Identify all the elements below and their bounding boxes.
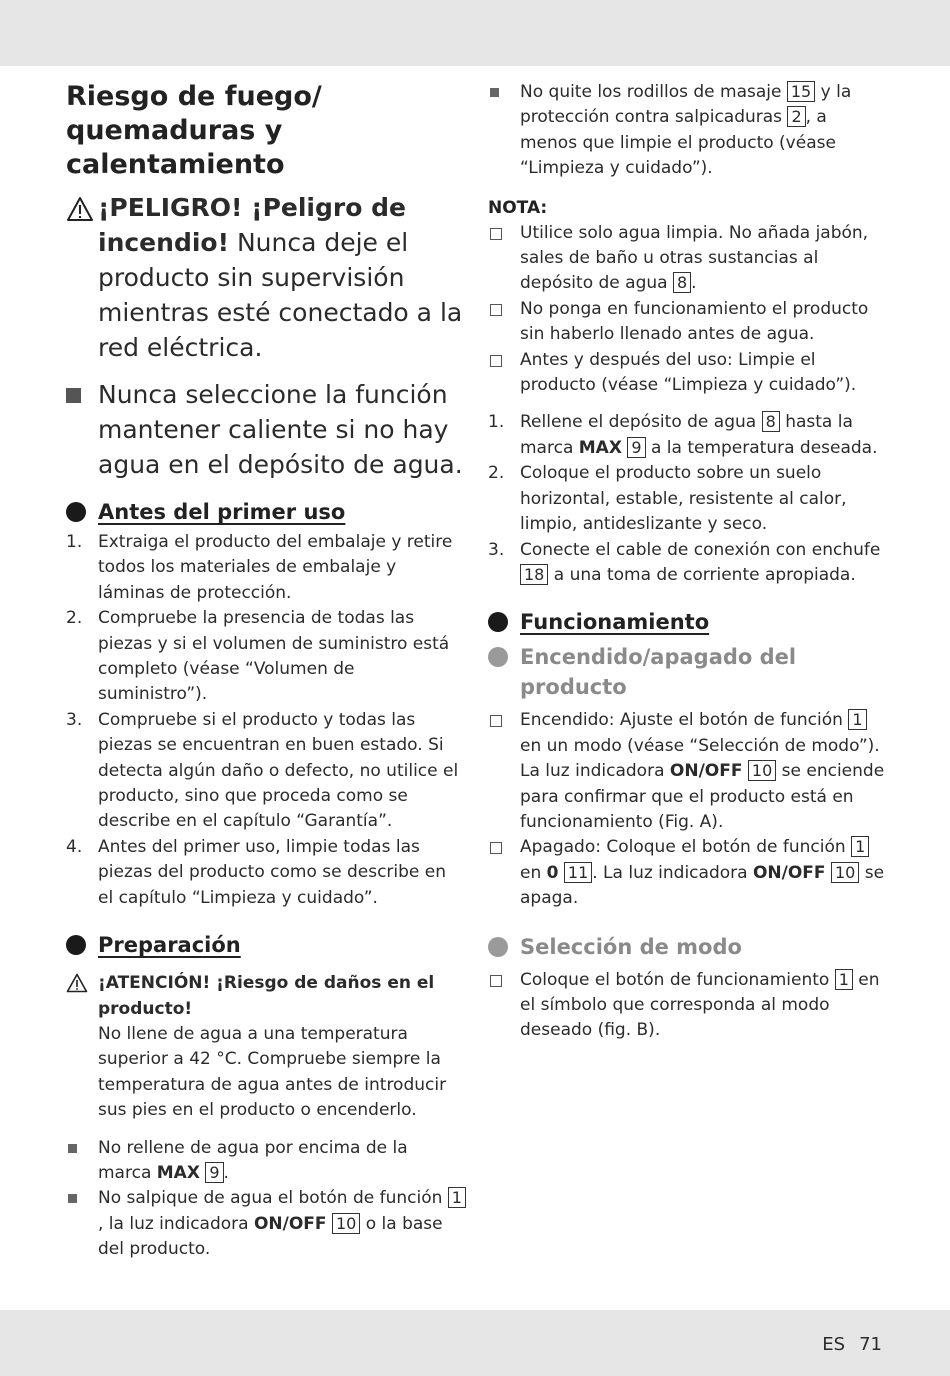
section-dot-icon <box>488 612 508 632</box>
list-item: No quite los rodillos de masaje 15 y la protección contra salpicaduras 2 , a menos que limpie el producto (véase “Limpieza y cuidado”). <box>488 80 888 182</box>
checkbox-bullet-icon <box>490 975 502 987</box>
attention-label: ¡ATENCIÓN! ¡Riesgo de daños en el producto! <box>98 973 435 1019</box>
square-bullet-icon <box>68 1144 77 1153</box>
list-item: Utilice solo agua limpia. No añada jabón, sales de baño u otras sustancias al depósito de agua 8 . <box>488 221 888 297</box>
note-list <box>488 221 888 399</box>
heading-line: quemaduras y <box>66 115 283 146</box>
list-item: 4. Antes del primer uso, limpie todas las piezas del producto como se describe en el capítulo “Limpieza y cuidado”. <box>66 836 447 908</box>
section-dot-icon <box>66 502 86 522</box>
list-item: Antes y después del uso: Limpie el producto (véase “Limpieza y cuidado”). <box>488 348 888 399</box>
warning-triangle-icon <box>66 190 98 365</box>
note-label: NOTA: <box>488 197 548 218</box>
attention-text: No llene de agua a una temperatura superior a 42 °C. Compruebe siempre la temperatura de agua antes de introducir sus pies en el producto o encenderlo. <box>98 1023 447 1121</box>
language-code: ES <box>822 1334 846 1355</box>
part-ref: 1 <box>835 969 853 990</box>
section-operation <box>488 610 888 634</box>
mode-list <box>488 968 888 1044</box>
warning-bullet <box>66 377 466 482</box>
attention-warning <box>66 971 466 1123</box>
part-ref: 9 <box>205 1162 223 1183</box>
before-first-use-list <box>66 530 466 911</box>
section-dot-icon <box>66 935 86 955</box>
page-number: 71 <box>859 1334 882 1355</box>
part-ref: 10 <box>748 760 776 781</box>
part-ref: 11 <box>564 862 592 883</box>
list-item: Apagado: Coloque el botón de función 1 en 0 11 . La luz indicadora ON/OFF 10 se apaga. <box>488 835 888 911</box>
section-title: Antes del primer uso <box>98 500 346 524</box>
part-ref: 10 <box>831 862 859 883</box>
subsection-dot-icon <box>488 937 508 957</box>
list-item: 2. Compruebe la presencia de todas las piezas y si el volumen de suministro está completo (véase “Volumen de suministro”). <box>66 608 450 705</box>
list-item: 3. Compruebe si el producto y todas las piezas se encuentran en buen estado. Si detecta algún daño o defecto, no utilice el producto, sino que proceda como se describe en el capítulo “Garantía”. <box>66 709 459 832</box>
part-ref: 1 <box>448 1187 466 1208</box>
warning-triangle-icon <box>66 971 98 1123</box>
list-item: No rellene de agua por encima de la marca MAX 9 . <box>66 1136 466 1187</box>
header-band <box>0 0 950 66</box>
steps-list <box>488 410 888 588</box>
subsection-onoff <box>488 642 888 702</box>
list-item: Encendido: Ajuste el botón de función 1 en un modo (véase “Selección de modo”). La luz indicadora ON/OFF 10 se enciende para confirmar que el producto está en funcionamiento (Fig. A). <box>488 708 888 835</box>
checkbox-bullet-icon <box>490 355 502 367</box>
subsection-title: Selección de modo <box>520 934 742 959</box>
part-ref: 15 <box>787 81 815 102</box>
left-column <box>66 80 466 1263</box>
checkbox-bullet-icon <box>490 715 502 727</box>
section-title: Funcionamiento <box>520 610 710 635</box>
subsection-mode <box>488 932 888 962</box>
part-ref: 1 <box>848 709 866 730</box>
warning-bullet-text: Nunca seleccione la función mantener caliente si no hay agua en el depósito de agua. <box>98 380 463 479</box>
subsection-title: Encendido/apagado del producto <box>520 645 797 700</box>
part-ref: 8 <box>673 272 691 293</box>
footer-band <box>0 1310 950 1376</box>
list-item: No salpique de agua el botón de función 1, la luz indicadora ON/OFF 10 o la base del producto. <box>66 1186 466 1262</box>
page-footer <box>822 1334 882 1355</box>
list-item: No ponga en funcionamiento el producto sin haberlo llenado antes de agua. <box>488 297 888 348</box>
heading-line: Riesgo de fuego/ <box>66 81 322 112</box>
section-title: Preparación <box>98 933 241 958</box>
list-item: Coloque el botón de funcionamiento 1 en el símbolo que corresponda al modo deseado (fig. B). <box>488 968 888 1044</box>
right-column <box>488 80 888 1044</box>
part-ref: 8 <box>762 411 780 432</box>
list-item: 1. Extraiga el producto del embalaje y retire todos los materiales de embalaje y láminas de protección. <box>66 532 453 603</box>
square-bullet-icon <box>490 88 499 97</box>
onoff-list <box>488 708 888 911</box>
list-item: 2. Coloque el producto sobre un suelo horizontal, estable, resistente al calor, limpio, antideslizante y seco. <box>488 463 847 535</box>
part-ref: 2 <box>787 106 805 127</box>
checkbox-bullet-icon <box>490 842 502 854</box>
section-preparation <box>66 933 466 957</box>
heading-line: calentamiento <box>66 149 285 180</box>
square-bullet-icon <box>68 1194 77 1203</box>
checkbox-bullet-icon <box>490 304 502 316</box>
part-ref: 10 <box>332 1213 360 1234</box>
list-item: 3. Conecte el cable de conexión con enchufe 18 a una toma de corriente apropiada. <box>488 539 881 585</box>
checkbox-bullet-icon <box>490 228 502 240</box>
section-heading <box>66 80 466 182</box>
square-bullet-icon <box>66 388 81 403</box>
part-ref: 9 <box>627 437 645 458</box>
part-ref: 18 <box>520 564 548 585</box>
subsection-dot-icon <box>488 647 508 667</box>
section-before-first-use <box>66 500 466 524</box>
preparation-bullets <box>66 1136 466 1263</box>
part-ref: 1 <box>851 836 869 857</box>
danger-text: Nunca deje el producto sin supervisión mientras esté conectado a la red eléctrica. <box>98 228 463 362</box>
list-item: 1. Rellene el depósito de agua 8 hasta la marca MAX 9 a la temperatura deseada. <box>488 412 878 458</box>
danger-label: ¡PELIGRO! ¡Peligro de incendio! <box>98 193 406 257</box>
danger-warning <box>66 190 466 365</box>
